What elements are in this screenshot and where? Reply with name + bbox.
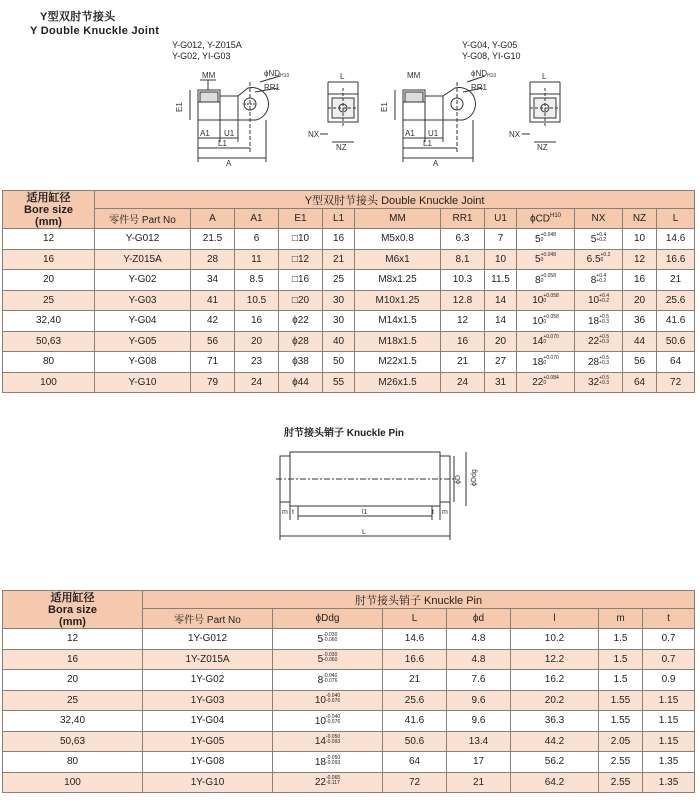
a-cell: 56	[191, 331, 235, 352]
table-row	[3, 352, 695, 373]
a-cell: 34	[191, 270, 235, 291]
pin-col-l: L	[383, 609, 447, 629]
m-cell: 2.55	[599, 752, 643, 773]
rr1-cell: 6.3	[441, 229, 485, 250]
e1-cell: ϕ38	[279, 352, 323, 373]
l1-cell: 50	[323, 352, 355, 373]
bore-cell: 25	[3, 290, 95, 311]
label-nz-right: NZ	[537, 143, 548, 152]
e1-cell: ϕ28	[279, 331, 323, 352]
cd-cell: 8 +0.058 0	[517, 270, 575, 291]
m-cell: 1.5	[599, 649, 643, 670]
mm-cell: M18x1.5	[355, 331, 441, 352]
a-cell: 21.5	[191, 229, 235, 250]
label-a1-right: A1	[405, 129, 415, 138]
knuckle-pin-table	[2, 590, 695, 793]
col-u1: U1	[485, 209, 517, 229]
nx-cell: 22 +0.5 +0.3	[575, 331, 623, 352]
l-cell: 14.6	[383, 629, 447, 650]
pin-col-d: ϕd	[447, 609, 511, 629]
bore-cell: 100	[3, 372, 95, 393]
l-cell: 72	[383, 772, 447, 793]
t-cell: 1.15	[643, 690, 695, 711]
bore-cell: 32,40	[3, 711, 143, 732]
label-e1-right: E1	[380, 102, 389, 112]
bore-cell: 50,63	[3, 331, 95, 352]
pin-col-m: m	[599, 609, 643, 629]
len-cell: 56.2	[511, 752, 599, 773]
part-no-cell: 1Y-G04	[143, 711, 273, 732]
mm-cell: M10x1.25	[355, 290, 441, 311]
part-no-cell: 1Y-G08	[143, 752, 273, 773]
pin-col-part-no: 零件号 Part No	[143, 609, 273, 629]
a-cell: 79	[191, 372, 235, 393]
label-e1-left: E1	[175, 102, 184, 112]
section1-title-cn: Y型双肘节接头	[40, 11, 116, 23]
pin-label-d: ϕD	[455, 475, 462, 484]
knuckle-pin-diagram	[272, 436, 482, 548]
e1-cell: □10	[279, 229, 323, 250]
d-cell: 17	[447, 752, 511, 773]
section1-title-en: Y Double Knuckle Joint	[30, 25, 160, 37]
table-row	[3, 711, 695, 732]
pin-label-m-left: m	[282, 509, 288, 516]
label-nz-left: NZ	[336, 143, 347, 152]
table-row	[3, 629, 695, 650]
cd-cell: 5 +0.048 0	[517, 229, 575, 250]
nx-cell: 8 +0.4 +0.2	[575, 270, 623, 291]
l-cell: 16.6	[657, 249, 695, 270]
l-cell: 72	[657, 372, 695, 393]
table-row	[3, 229, 695, 250]
rr1-cell: 12.8	[441, 290, 485, 311]
knuckle-joint-diagram-right	[380, 62, 685, 172]
nx-cell: 18 +0.5 +0.3	[575, 311, 623, 332]
t-cell: 1.35	[643, 772, 695, 793]
a1-cell: 20	[235, 331, 279, 352]
d-cell: 13.4	[447, 731, 511, 752]
cd-cell: 10 +0.058 0	[517, 290, 575, 311]
table-row	[3, 249, 695, 270]
table-row	[3, 731, 695, 752]
e1-cell: □12	[279, 249, 323, 270]
u1-cell: 31	[485, 372, 517, 393]
cd-cell: 18 +0.070 0	[517, 352, 575, 373]
pin-group-header: 肘节接头销子 Knuckle Pin	[143, 591, 695, 609]
pin-label-l: L	[362, 529, 366, 536]
a1-cell: 11	[235, 249, 279, 270]
label-l1-left: L1	[218, 139, 227, 148]
pin-col-ddg: ϕDdg	[273, 609, 383, 629]
pin-col-t: t	[643, 609, 695, 629]
bore-cell: 12	[3, 229, 95, 250]
bore-cell: 20	[3, 670, 143, 691]
t-cell: 0.7	[643, 649, 695, 670]
u1-cell: 27	[485, 352, 517, 373]
a1-cell: 16	[235, 311, 279, 332]
u1-cell: 14	[485, 290, 517, 311]
len-cell: 12.2	[511, 649, 599, 670]
label-l-left: L	[340, 72, 345, 81]
mm-cell: M26x1.5	[355, 372, 441, 393]
l-cell: 25.6	[657, 290, 695, 311]
l-cell: 64	[657, 352, 695, 373]
len-cell: 10.2	[511, 629, 599, 650]
label-nd-left: ϕNDH10	[264, 69, 290, 79]
a1-cell: 6	[235, 229, 279, 250]
d-cell: 9.6	[447, 690, 511, 711]
part-no-cell: 1Y-Z015A	[143, 649, 273, 670]
ddg-cell: 10 -0.040 -0.076	[273, 690, 383, 711]
mm-cell: M22x1.5	[355, 352, 441, 373]
e1-cell: □20	[279, 290, 323, 311]
bore-cell: 80	[3, 352, 95, 373]
a-cell: 71	[191, 352, 235, 373]
left-diagram-models-2: Y-G02, YI-G03	[172, 51, 231, 61]
ddg-cell: 5 -0.030 -0.060	[273, 649, 383, 670]
table-row	[3, 372, 695, 393]
col-rr1: RR1	[441, 209, 485, 229]
ddg-cell: 22 -0.065 -0.117	[273, 772, 383, 793]
a1-cell: 8.5	[235, 270, 279, 291]
bore-cell: 50,63	[3, 731, 143, 752]
d-cell: 7.6	[447, 670, 511, 691]
nx-cell: 5 +0.4 +0.2	[575, 229, 623, 250]
col-nx: NX	[575, 209, 623, 229]
nz-cell: 12	[623, 249, 657, 270]
table-row	[3, 690, 695, 711]
group-header: Y型双肘节接头 Double Knuckle Joint	[95, 191, 695, 209]
u1-cell: 14	[485, 311, 517, 332]
label-nx-right: NX	[509, 130, 521, 139]
l-cell: 41.6	[657, 311, 695, 332]
right-diagram-models-2: Y-G08, YI-G10	[462, 51, 521, 61]
label-mm-left: MM	[202, 71, 216, 80]
l-cell: 41.6	[383, 711, 447, 732]
rr1-cell: 10.3	[441, 270, 485, 291]
label-a-right: A	[433, 159, 439, 168]
u1-cell: 7	[485, 229, 517, 250]
label-u1-right: U1	[428, 129, 439, 138]
part-no-cell: Y-G012	[95, 229, 191, 250]
table-row	[3, 752, 695, 773]
e1-cell: ϕ44	[279, 372, 323, 393]
pin-label-m-right: m	[442, 509, 448, 516]
pin-bore-size-header: 适用缸径 Bora size (mm)	[3, 591, 143, 629]
l-cell: 16.6	[383, 649, 447, 670]
ddg-cell: 10 -0.040 -0.076	[273, 711, 383, 732]
nz-cell: 36	[623, 311, 657, 332]
bore-cell: 80	[3, 752, 143, 773]
label-rr1-right: RR1	[471, 83, 488, 92]
table-row	[3, 331, 695, 352]
pin-label-t-left: t	[292, 509, 294, 516]
l-cell: 50.6	[657, 331, 695, 352]
bore-cell: 20	[3, 270, 95, 291]
e1-cell: □16	[279, 270, 323, 291]
d-cell: 21	[447, 772, 511, 793]
m-cell: 1.55	[599, 690, 643, 711]
col-a: A	[191, 209, 235, 229]
l1-cell: 30	[323, 290, 355, 311]
nx-cell: 28 +0.5 +0.3	[575, 352, 623, 373]
left-diagram-models-1: Y-G012, Y-Z015A	[172, 40, 242, 50]
nz-cell: 44	[623, 331, 657, 352]
col-nz: NZ	[623, 209, 657, 229]
col-cd: ϕCD$^{H10}$	[517, 209, 575, 229]
d-cell: 4.8	[447, 649, 511, 670]
pin-col-len: l	[511, 609, 599, 629]
right-diagram-models-1: Y-G04, Y-G05	[462, 40, 518, 50]
cd-cell: 14 +0.070 0	[517, 331, 575, 352]
label-u1-left: U1	[224, 129, 235, 138]
nx-cell: 32 +0.5 +0.3	[575, 372, 623, 393]
part-no-cell: Y-G05	[95, 331, 191, 352]
col-l: L	[657, 209, 695, 229]
nx-cell: 10 +0.4 +0.2	[575, 290, 623, 311]
label-l-right: L	[542, 72, 547, 81]
nx-cell: 6.5 +0.2 0	[575, 249, 623, 270]
len-cell: 64.2	[511, 772, 599, 793]
len-cell: 44.2	[511, 731, 599, 752]
l1-cell: 55	[323, 372, 355, 393]
ddg-cell: 18 -0.050 -0.093	[273, 752, 383, 773]
part-no-cell: 1Y-G10	[143, 772, 273, 793]
pin-label-ddg: ϕDdg	[471, 469, 478, 486]
mm-cell: M5x0.8	[355, 229, 441, 250]
pin-label-l1: l1	[362, 509, 368, 516]
col-a1: A1	[235, 209, 279, 229]
u1-cell: 20	[485, 331, 517, 352]
label-a1-left: A1	[200, 129, 210, 138]
l1-cell: 16	[323, 229, 355, 250]
part-no-cell: Y-G04	[95, 311, 191, 332]
l-cell: 21	[383, 670, 447, 691]
part-no-cell: Y-G03	[95, 290, 191, 311]
bore-cell: 32,40	[3, 311, 95, 332]
table-row	[3, 649, 695, 670]
table-row	[3, 290, 695, 311]
u1-cell: 11.5	[485, 270, 517, 291]
col-l1: L1	[323, 209, 355, 229]
part-no-cell: 1Y-G03	[143, 690, 273, 711]
rr1-cell: 21	[441, 352, 485, 373]
len-cell: 36.3	[511, 711, 599, 732]
mm-cell: M6x1	[355, 249, 441, 270]
mm-cell: M8x1.25	[355, 270, 441, 291]
a1-cell: 24	[235, 372, 279, 393]
nz-cell: 16	[623, 270, 657, 291]
l1-cell: 30	[323, 311, 355, 332]
d-cell: 4.8	[447, 629, 511, 650]
l-cell: 14.6	[657, 229, 695, 250]
nz-cell: 10	[623, 229, 657, 250]
l-cell: 64	[383, 752, 447, 773]
table-row	[3, 311, 695, 332]
m-cell: 1.5	[599, 629, 643, 650]
bore-cell: 100	[3, 772, 143, 793]
a-cell: 42	[191, 311, 235, 332]
bore-cell: 12	[3, 629, 143, 650]
part-no-cell: Y-G10	[95, 372, 191, 393]
label-mm-right: MM	[407, 71, 421, 80]
table-row	[3, 772, 695, 793]
m-cell: 1.5	[599, 670, 643, 691]
l1-cell: 21	[323, 249, 355, 270]
double-knuckle-joint-table	[2, 190, 695, 393]
t-cell: 1.15	[643, 711, 695, 732]
part-no-cell: Y-Z015A	[95, 249, 191, 270]
len-cell: 16.2	[511, 670, 599, 691]
ddg-cell: 5 -0.030 -0.060	[273, 629, 383, 650]
a1-cell: 10.5	[235, 290, 279, 311]
table-row	[3, 670, 695, 691]
nz-cell: 56	[623, 352, 657, 373]
l1-cell: 25	[323, 270, 355, 291]
a-cell: 41	[191, 290, 235, 311]
a-cell: 28	[191, 249, 235, 270]
table-row	[3, 270, 695, 291]
l-cell: 25.6	[383, 690, 447, 711]
ddg-cell: 8 -0.040 -0.076	[273, 670, 383, 691]
len-cell: 20.2	[511, 690, 599, 711]
bore-size-header: 适用缸径 Bore size (mm)	[3, 191, 95, 229]
bore-cell: 16	[3, 649, 143, 670]
t-cell: 0.9	[643, 670, 695, 691]
cd-cell: 22 +0.084 0	[517, 372, 575, 393]
label-rr1-left: RR1	[264, 83, 281, 92]
label-nd-right: ϕNDH10	[471, 69, 497, 79]
col-mm: MM	[355, 209, 441, 229]
ddg-cell: 14 -0.050 -0.093	[273, 731, 383, 752]
t-cell: 0.7	[643, 629, 695, 650]
m-cell: 2.05	[599, 731, 643, 752]
bore-cell: 16	[3, 249, 95, 270]
cd-cell: 10 +0.058 0	[517, 311, 575, 332]
t-cell: 1.35	[643, 752, 695, 773]
rr1-cell: 24	[441, 372, 485, 393]
label-nx-left: NX	[308, 130, 320, 139]
a1-cell: 23	[235, 352, 279, 373]
d-cell: 9.6	[447, 711, 511, 732]
nz-cell: 20	[623, 290, 657, 311]
part-no-cell: 1Y-G05	[143, 731, 273, 752]
l1-cell: 40	[323, 331, 355, 352]
rr1-cell: 8.1	[441, 249, 485, 270]
l-cell: 21	[657, 270, 695, 291]
label-a-left: A	[226, 159, 232, 168]
cd-cell: 5 +0.048 0	[517, 249, 575, 270]
u1-cell: 10	[485, 249, 517, 270]
pin-label-t-right: t	[432, 509, 434, 516]
rr1-cell: 16	[441, 331, 485, 352]
part-no-cell: Y-G08	[95, 352, 191, 373]
part-no-cell: Y-G02	[95, 270, 191, 291]
label-l1-right: L1	[423, 139, 432, 148]
e1-cell: ϕ22	[279, 311, 323, 332]
col-e1: E1	[279, 209, 323, 229]
rr1-cell: 12	[441, 311, 485, 332]
col-part-no: 零件号 Part No	[95, 209, 191, 229]
bore-cell: 25	[3, 690, 143, 711]
part-no-cell: 1Y-G02	[143, 670, 273, 691]
m-cell: 1.55	[599, 711, 643, 732]
l-cell: 50.6	[383, 731, 447, 752]
t-cell: 1.15	[643, 731, 695, 752]
section2-title: 肘节接头销子 Knuckle Pin	[284, 428, 405, 439]
m-cell: 2.55	[599, 772, 643, 793]
nz-cell: 64	[623, 372, 657, 393]
mm-cell: M14x1.5	[355, 311, 441, 332]
part-no-cell: 1Y-G012	[143, 629, 273, 650]
